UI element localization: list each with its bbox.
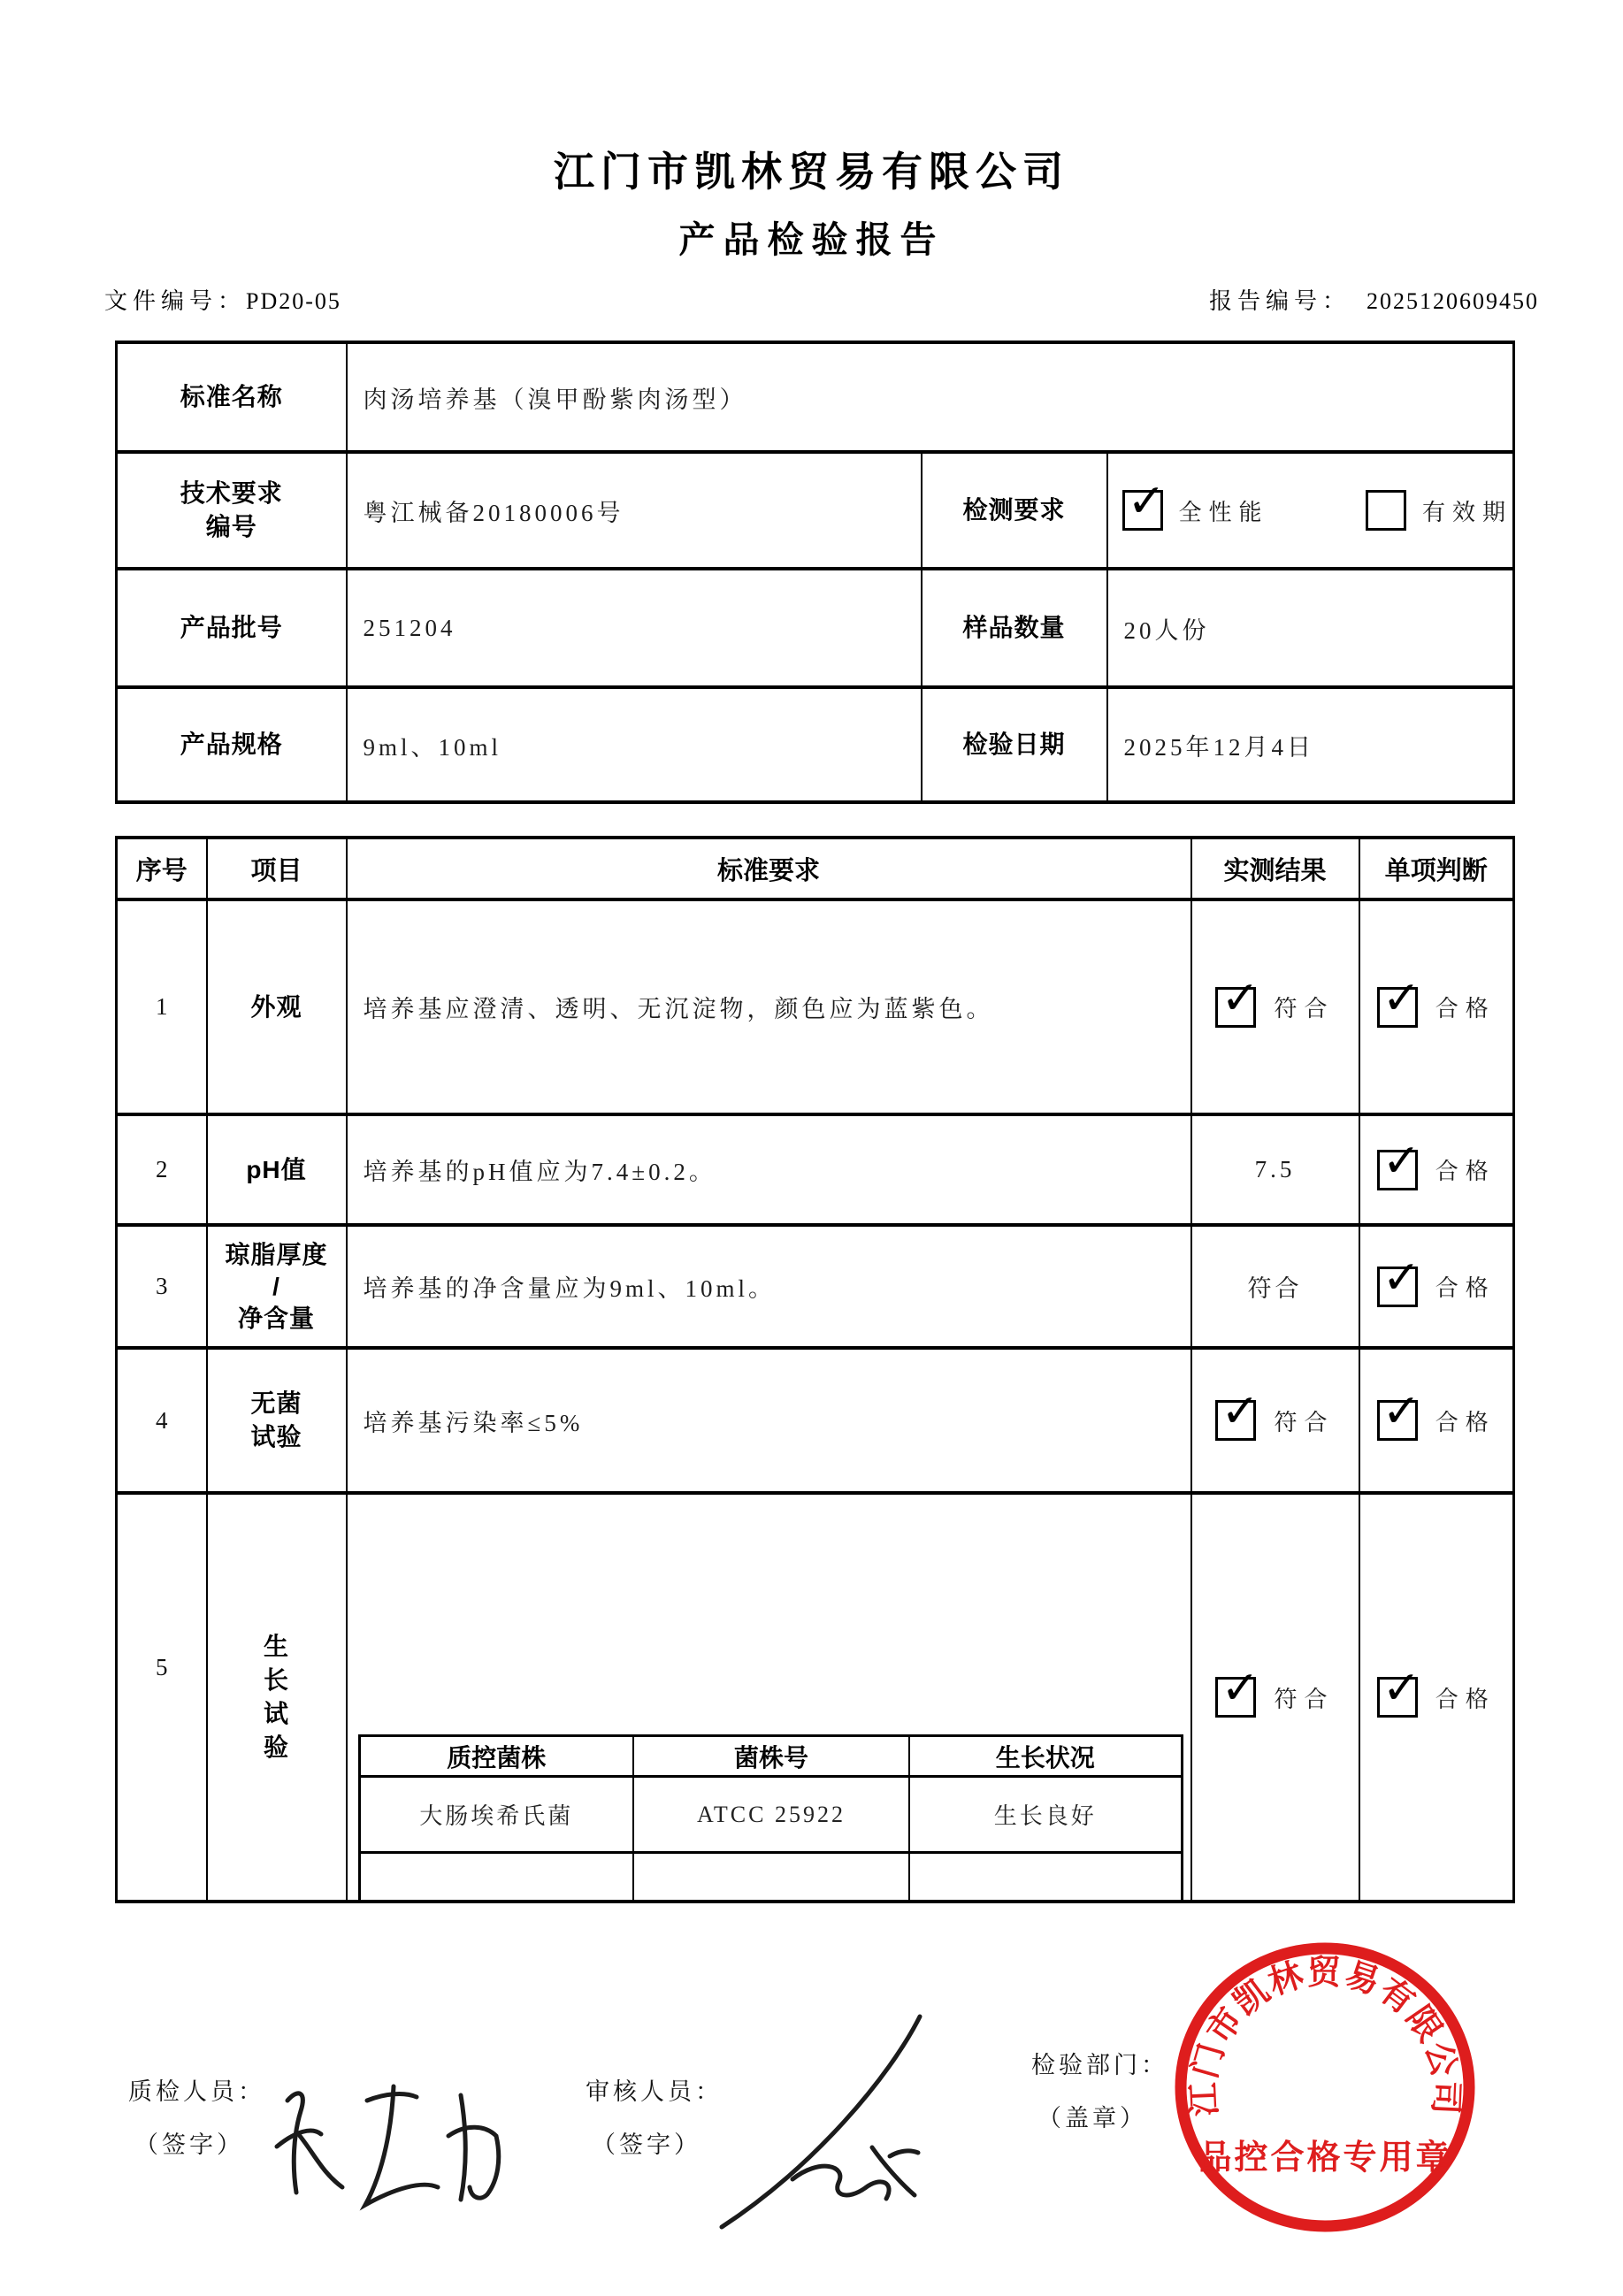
result-text: 符合	[1274, 996, 1335, 1022]
result-row-appearance	[117, 899, 1514, 1114]
test-requirement-checkbox-row	[1108, 475, 1513, 531]
inspection-result-table	[115, 836, 1515, 1903]
review-signature	[708, 2009, 946, 2239]
row-result-value: 符合	[1191, 1225, 1359, 1348]
checkmark-icon: ✓	[1127, 475, 1167, 528]
judgment-check-group	[1360, 1134, 1513, 1190]
sample-qty-value: 20人份	[1107, 569, 1514, 687]
inspection-dept-label: 检验部门：	[1031, 2052, 1168, 2078]
batch-no-value: 251204	[347, 569, 922, 687]
row-result	[1191, 1493, 1359, 1902]
row-seq: 4	[117, 1348, 207, 1493]
row-item-line: 长	[263, 1666, 289, 1694]
qc-person-label: 质检人员：	[128, 2078, 265, 2105]
row-item	[207, 899, 347, 1114]
result-text: 符合	[1274, 1409, 1335, 1435]
growth-col-status: 生长状况	[909, 1736, 1182, 1777]
file-number-value: PD20-05	[246, 288, 341, 314]
strain-number	[633, 1853, 909, 1902]
sample-qty-label: 样品数量	[922, 569, 1107, 687]
checkmark-icon: ✓	[1382, 1251, 1421, 1305]
row-requirement: 培养基的pH值应为7.4±0.2。	[347, 1114, 1191, 1225]
growth-header-row	[359, 1736, 1182, 1777]
row-seq: 2	[117, 1114, 207, 1225]
checkmark-icon: ✓	[1382, 1662, 1421, 1715]
inspection-date-label: 检验日期	[922, 687, 1107, 802]
standard-name-value: 肉汤培养基（溴甲酚紫肉汤型）	[347, 342, 1514, 452]
checkmark-icon: ✓	[1221, 1385, 1260, 1438]
qc-signature	[261, 2074, 526, 2220]
result-checkbox[interactable]	[1215, 1385, 1260, 1441]
row-requirement: 培养基污染率≤5%	[347, 1348, 1191, 1493]
col-header-item: 项目	[207, 838, 347, 899]
stamp-arc-text: 江门市凯林贸易有限公司	[1185, 1954, 1465, 2117]
row-item-line: 净含量	[237, 1304, 315, 1332]
judgment-checkbox[interactable]	[1377, 1134, 1421, 1190]
strain-name: 大肠埃希氏菌	[359, 1777, 633, 1853]
qc-sign-hint: （签字）	[134, 2131, 244, 2158]
validity-period-label: 有效期	[1421, 499, 1512, 525]
report-number-label: 报告编号：	[1208, 288, 1351, 314]
review-person-label: 审核人员：	[586, 2078, 723, 2105]
document-meta-row	[104, 283, 1539, 316]
company-stamp	[1167, 1935, 1482, 2241]
row-item	[207, 1225, 347, 1348]
row-item-line: 无菌	[250, 1389, 302, 1417]
growth-status: 生长良好	[909, 1777, 1182, 1853]
result-table-header-row	[117, 838, 1514, 899]
result-row-sterility	[117, 1348, 1514, 1493]
judgment-check-group	[1360, 1662, 1513, 1718]
checkmark-icon: ✓	[1382, 1385, 1421, 1438]
growth-empty-row	[359, 1853, 1182, 1902]
result-check-group	[1192, 971, 1359, 1028]
judgment-text: 合格	[1435, 1409, 1496, 1435]
inspection-date-value: 2025年12月4日	[1107, 687, 1514, 802]
result-row-growth	[117, 1493, 1514, 1902]
col-header-requirement: 标准要求	[347, 838, 1191, 899]
row-requirement-growth	[347, 1493, 1191, 1902]
row-judgment	[1359, 899, 1514, 1114]
row-requirement: 培养基应澄清、透明、无沉淀物，颜色应为蓝紫色。	[347, 899, 1191, 1114]
growth-quality-table	[358, 1734, 1183, 1902]
file-number	[104, 283, 341, 316]
stamp-bottom-text: 品控合格专用章	[1198, 2139, 1452, 2177]
file-number-label: 文件编号：	[104, 288, 247, 314]
judgment-text: 合格	[1435, 1275, 1496, 1301]
col-header-seq: 序号	[117, 838, 207, 899]
row-result	[1191, 899, 1359, 1114]
row-item-line: 琼脂厚度	[225, 1240, 328, 1268]
checkmark-icon: ✓	[1221, 971, 1260, 1025]
growth-col-strain: 质控菌株	[359, 1736, 633, 1777]
tech-requirement-no-label	[117, 452, 347, 569]
row-item-line: 试	[263, 1700, 289, 1727]
full-performance-label: 全性能	[1178, 499, 1269, 525]
validity-period-checkbox[interactable]	[1366, 490, 1406, 531]
row-judgment	[1359, 1348, 1514, 1493]
growth-col-strain-no: 菌株号	[633, 1736, 909, 1777]
row-item-line: pH值	[246, 1155, 307, 1183]
tech-requirement-no-label-line2: 编号	[205, 513, 257, 540]
judgment-text: 合格	[1435, 1159, 1496, 1184]
info-row-batch	[117, 569, 1514, 687]
product-info-table	[115, 341, 1515, 804]
row-item	[207, 1348, 347, 1493]
checkmark-icon: ✓	[1221, 1662, 1260, 1715]
judgment-checkbox[interactable]	[1377, 1385, 1421, 1441]
row-item-line: /	[272, 1272, 280, 1300]
row-seq: 5	[117, 1493, 207, 1902]
checkmark-icon: ✓	[1382, 971, 1421, 1025]
tech-requirement-no-value: 粤江械备20180006号	[347, 452, 922, 569]
row-item-line: 试验	[250, 1423, 302, 1450]
row-judgment	[1359, 1493, 1514, 1902]
row-item-line: 验	[263, 1733, 289, 1761]
review-sign-hint: （签字）	[592, 2131, 701, 2158]
row-judgment	[1359, 1114, 1514, 1225]
full-performance-checkbox[interactable]	[1122, 475, 1167, 531]
test-requirement-options	[1107, 452, 1514, 569]
product-spec-value: 9ml、10ml	[347, 687, 922, 802]
row-judgment	[1359, 1225, 1514, 1348]
row-seq: 3	[117, 1225, 207, 1348]
test-requirement-label: 检测要求	[922, 452, 1107, 569]
growth-status	[909, 1853, 1182, 1902]
col-header-result: 实测结果	[1191, 838, 1359, 899]
judgment-check-group	[1360, 971, 1513, 1028]
row-item	[207, 1114, 347, 1225]
row-item-line: 生	[263, 1633, 289, 1660]
col-header-judgment: 单项判断	[1359, 838, 1514, 899]
dept-stamp-hint: （盖章）	[1037, 2105, 1147, 2131]
result-row-content	[117, 1225, 1514, 1348]
strain-name	[359, 1853, 633, 1902]
strain-number: ATCC 25922	[633, 1777, 909, 1853]
product-spec-label: 产品规格	[117, 687, 347, 802]
company-name-title: 江门市凯林贸易有限公司	[554, 149, 1069, 195]
judgment-checkbox[interactable]	[1377, 971, 1421, 1028]
row-result	[1191, 1348, 1359, 1493]
result-checkbox[interactable]	[1215, 1662, 1260, 1718]
growth-data-row	[359, 1777, 1182, 1853]
result-checkbox[interactable]	[1215, 971, 1260, 1028]
row-item-line: 外观	[250, 992, 302, 1021]
info-row-spec	[117, 687, 1514, 802]
result-check-group	[1192, 1662, 1359, 1718]
info-row-tech-requirement	[117, 452, 1514, 569]
checkmark-icon: ✓	[1382, 1134, 1421, 1188]
judgment-text: 合格	[1435, 1686, 1496, 1712]
tech-requirement-no-label-line1: 技术要求	[180, 479, 283, 507]
judgment-checkbox[interactable]	[1377, 1662, 1421, 1718]
judgment-checkbox[interactable]	[1377, 1251, 1421, 1307]
batch-no-label: 产品批号	[117, 569, 347, 687]
result-text: 符合	[1274, 1686, 1335, 1712]
row-item	[207, 1493, 347, 1902]
standard-name-label: 标准名称	[117, 342, 347, 452]
judgment-text: 合格	[1435, 996, 1496, 1022]
row-requirement: 培养基的净含量应为9ml、10ml。	[347, 1225, 1191, 1348]
row-result-value: 7.5	[1191, 1114, 1359, 1225]
judgment-check-group	[1360, 1385, 1513, 1441]
result-check-group	[1192, 1385, 1359, 1441]
report-title: 产品检验报告	[678, 219, 945, 260]
judgment-check-group	[1360, 1251, 1513, 1307]
report-number-value: 2025120609450	[1367, 288, 1539, 314]
report-number	[1209, 283, 1539, 316]
result-row-ph	[117, 1114, 1514, 1225]
row-seq: 1	[117, 899, 207, 1114]
info-row-standard-name	[117, 342, 1514, 452]
